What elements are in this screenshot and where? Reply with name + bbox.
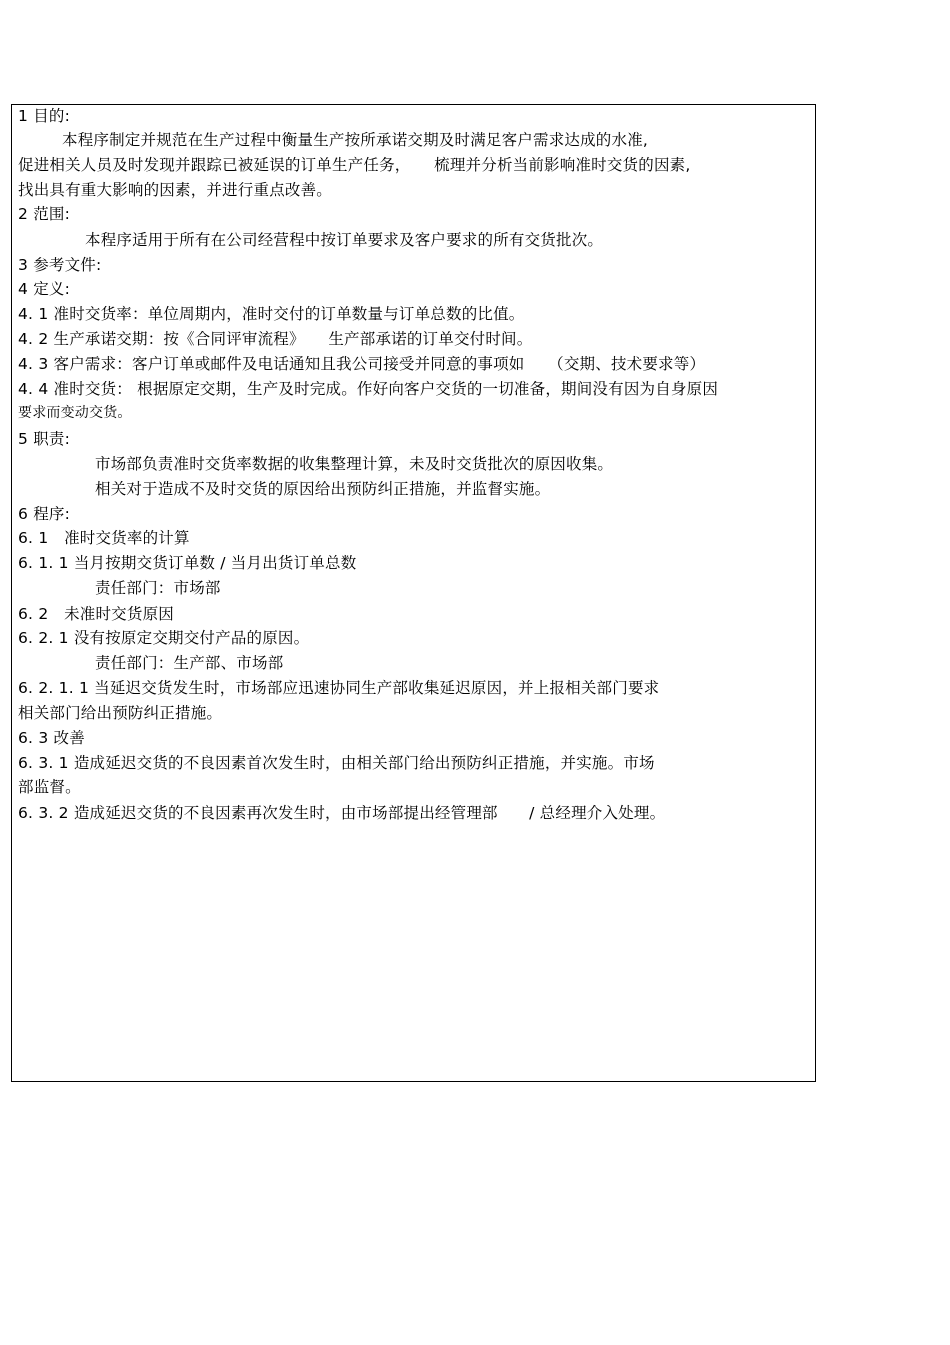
responsible-department: 责任部门：生产部、市场部 [95,654,284,672]
section-heading-scope: 2 范围: [18,205,71,223]
section-heading-definitions: 4 定义: [18,280,71,298]
responsible-department: 责任部门：市场部 [95,579,221,597]
procedure-item: 6. 2. 1 没有按原定交期交付产品的原因。 [18,629,310,647]
responsibility-line: 相关对于造成不及时交货的原因给出预防纠正措施，并监督实施。 [95,480,551,498]
procedure-item-continued: 相关部门给出预防纠正措施。 [18,704,223,722]
procedure-item: 6. 3. 1 造成延迟交货的不良因素首次发生时，由相关部门给出预防纠正措施，并实施。市场 [18,754,655,772]
procedure-item-continued: 部监督。 [18,778,81,796]
section-heading-purpose: 1 目的: [18,107,71,125]
definition-item: 4. 2 生产承诺交期：按《合同评审流程》 生产部承诺的订单交付时间。 [18,330,533,348]
purpose-paragraph-line: 促进相关人员及时发现并跟踪已被延误的订单生产任务， 梳理并分析当前影响准时交货的因素, [18,156,691,174]
definition-item: 4. 1 准时交货率：单位周期内，准时交付的订单数量与订单总数的比值。 [18,305,525,323]
procedure-item: 6. 3 改善 [18,729,85,747]
purpose-paragraph-line: 找出具有重大影响的因素，并进行重点改善。 [18,181,333,199]
section-heading-references: 3 参考文件: [18,256,102,274]
procedure-item: 6. 3. 2 造成延迟交货的不良因素再次发生时，由市场部提出经管理部 / 总经理介入处理。 [18,804,666,822]
section-heading-responsibilities: 5 职责: [18,430,71,448]
scope-paragraph-line: 本程序适用于所有在公司经营程中按订单要求及客户要求的所有交货批次。 [85,231,604,249]
definition-item: 4. 4 准时交货： 根据原定交期，生产及时完成。作好向客户交货的一切准备，期间没有因为自身原因 [18,380,719,398]
procedure-item: 6. 1 准时交货率的计算 [18,529,190,547]
procedure-item: 6. 1. 1 当月按期交货订单数 / 当月出货订单总数 [18,554,357,572]
responsibility-line: 市场部负责准时交货率数据的收集整理计算，未及时交货批次的原因收集。 [95,455,614,473]
procedure-item: 6. 2 未准时交货原因 [18,605,174,623]
procedure-item: 6. 2. 1. 1 当延迟交货发生时，市场部应迅速协同生产部收集延迟原因，并上报相关部门要求 [18,679,660,697]
purpose-paragraph-line: 本程序制定并规范在生产过程中衡量生产按所承诺交期及时满足客户需求达成的水准, [62,131,649,149]
definition-item-continued: 要求而变动交货。 [18,405,132,421]
definition-item: 4. 3 客户需求：客户订单或邮件及电话通知且我公司接受并同意的事项如 （交期、技术要求等） [18,355,706,373]
section-heading-procedure: 6 程序: [18,505,71,523]
